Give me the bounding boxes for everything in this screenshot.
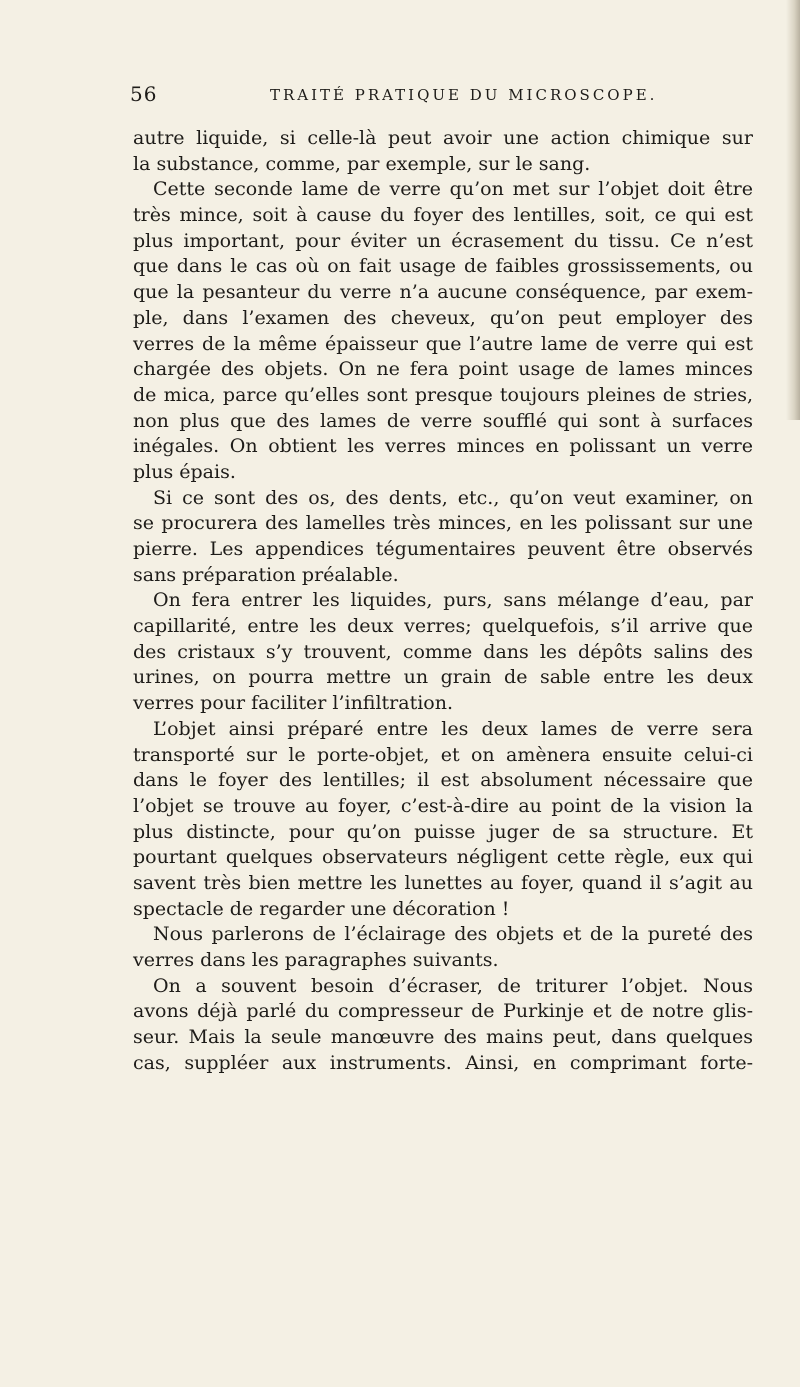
text-line: ple, dans l’examen des cheveux, qu’on peut employer des [133,306,753,329]
text-line: spectacle de regarder une décoration ! [133,897,510,920]
text-line: inégales. On obtient les verres minces en polissant un verre [133,435,753,458]
text-line: plus important, pour éviter un écrasement du tissu. Ce n’est [133,229,753,252]
text-line: verres dans les paragraphes suivants. [133,949,499,971]
text-line: l’objet se trouve au foyer, c’est-à-dire au point de la vision la [133,794,753,817]
text-line: la substance, comme, par exemple, sur le sang. [133,152,591,175]
page-number: 56 [130,82,158,106]
text-line: seur. Mais la seule manœuvre des mains peut, dans quelques [133,1026,753,1049]
text-line: savent très bien mettre les lunettes au foyer, quand il s’agit au [133,871,753,894]
text-line: transporté sur le porte-objet, et on amènera ensuite celui-ci [133,743,753,766]
running-head: TRAITÉ PRATIQUE DU MICROSCOPE. [270,86,658,104]
text-line: avons déjà parlé du compresseur de Purkinje et de notre glis- [133,1000,753,1023]
text-line: cas, suppléer aux instruments. Ainsi, en comprimant forte- [133,1051,753,1074]
page-header [130,82,750,112]
text-line: Cette seconde lame de verre qu’on met sur l’objet doit être [153,178,753,201]
text-line: verres de la même épaisseur que l’autre lame de verre qui est [133,332,753,355]
text-line: se procurera des lamelles très minces, en les polissant sur une [133,512,753,535]
text-line: plus épais. [133,460,236,483]
text-line: On a souvent besoin d’écraser, de triturer l’objet. Nous [153,974,753,997]
body-text [133,126,753,1076]
text-line: dans le foyer des lentilles; il est absolument nécessaire que [133,769,753,792]
text-line: pourtant quelques observateurs négligent cette règle, eux qui [133,846,753,869]
text-line: sans préparation préalable. [133,563,399,586]
text-line: capillarité, entre les deux verres; quelquefois, s’il arrive que [133,615,753,638]
text-line: de mica, parce qu’elles sont presque toujours pleines de stries, [133,383,753,406]
text-line: que dans le cas où on fait usage de faibles grossissements, ou [133,255,753,278]
text-line: autre liquide, si celle-là peut avoir une action chimique sur [133,127,753,149]
text-line: non plus que des lames de verre soufflé qui sont à surfaces [133,409,753,432]
text-line: On fera entrer les liquides, purs, sans mélange d’eau, par [153,589,753,612]
text-line: chargée des objets. On ne fera point usage de lames minces [133,358,753,381]
text-line: plus distincte, pour qu’on puisse juger de sa structure. Et [133,820,753,843]
text-line: très mince, soit à cause du foyer des lentilles, soit, ce qui est [133,204,753,227]
text-line: urines, on pourra mettre un grain de sable entre les deux [133,666,753,689]
text-line: L’objet ainsi préparé entre les deux lames de verre sera [153,717,753,740]
text-line: pierre. Les appendices tégumentaires peuvent être observés [133,538,753,560]
page-edge-shadow [786,0,800,420]
text-line: que la pesanteur du verre n’a aucune conséquence, par exem- [133,281,753,304]
text-line: des cristaux s’y trouvent, comme dans les dépôts salins des [133,640,753,663]
text-line: verres pour faciliter l’infiltration. [133,692,454,715]
text-line: Nous parlerons de l’éclairage des objets et de la pureté des [153,923,753,946]
text-line: Si ce sont des os, des dents, etc., qu’on veut examiner, on [153,486,753,509]
